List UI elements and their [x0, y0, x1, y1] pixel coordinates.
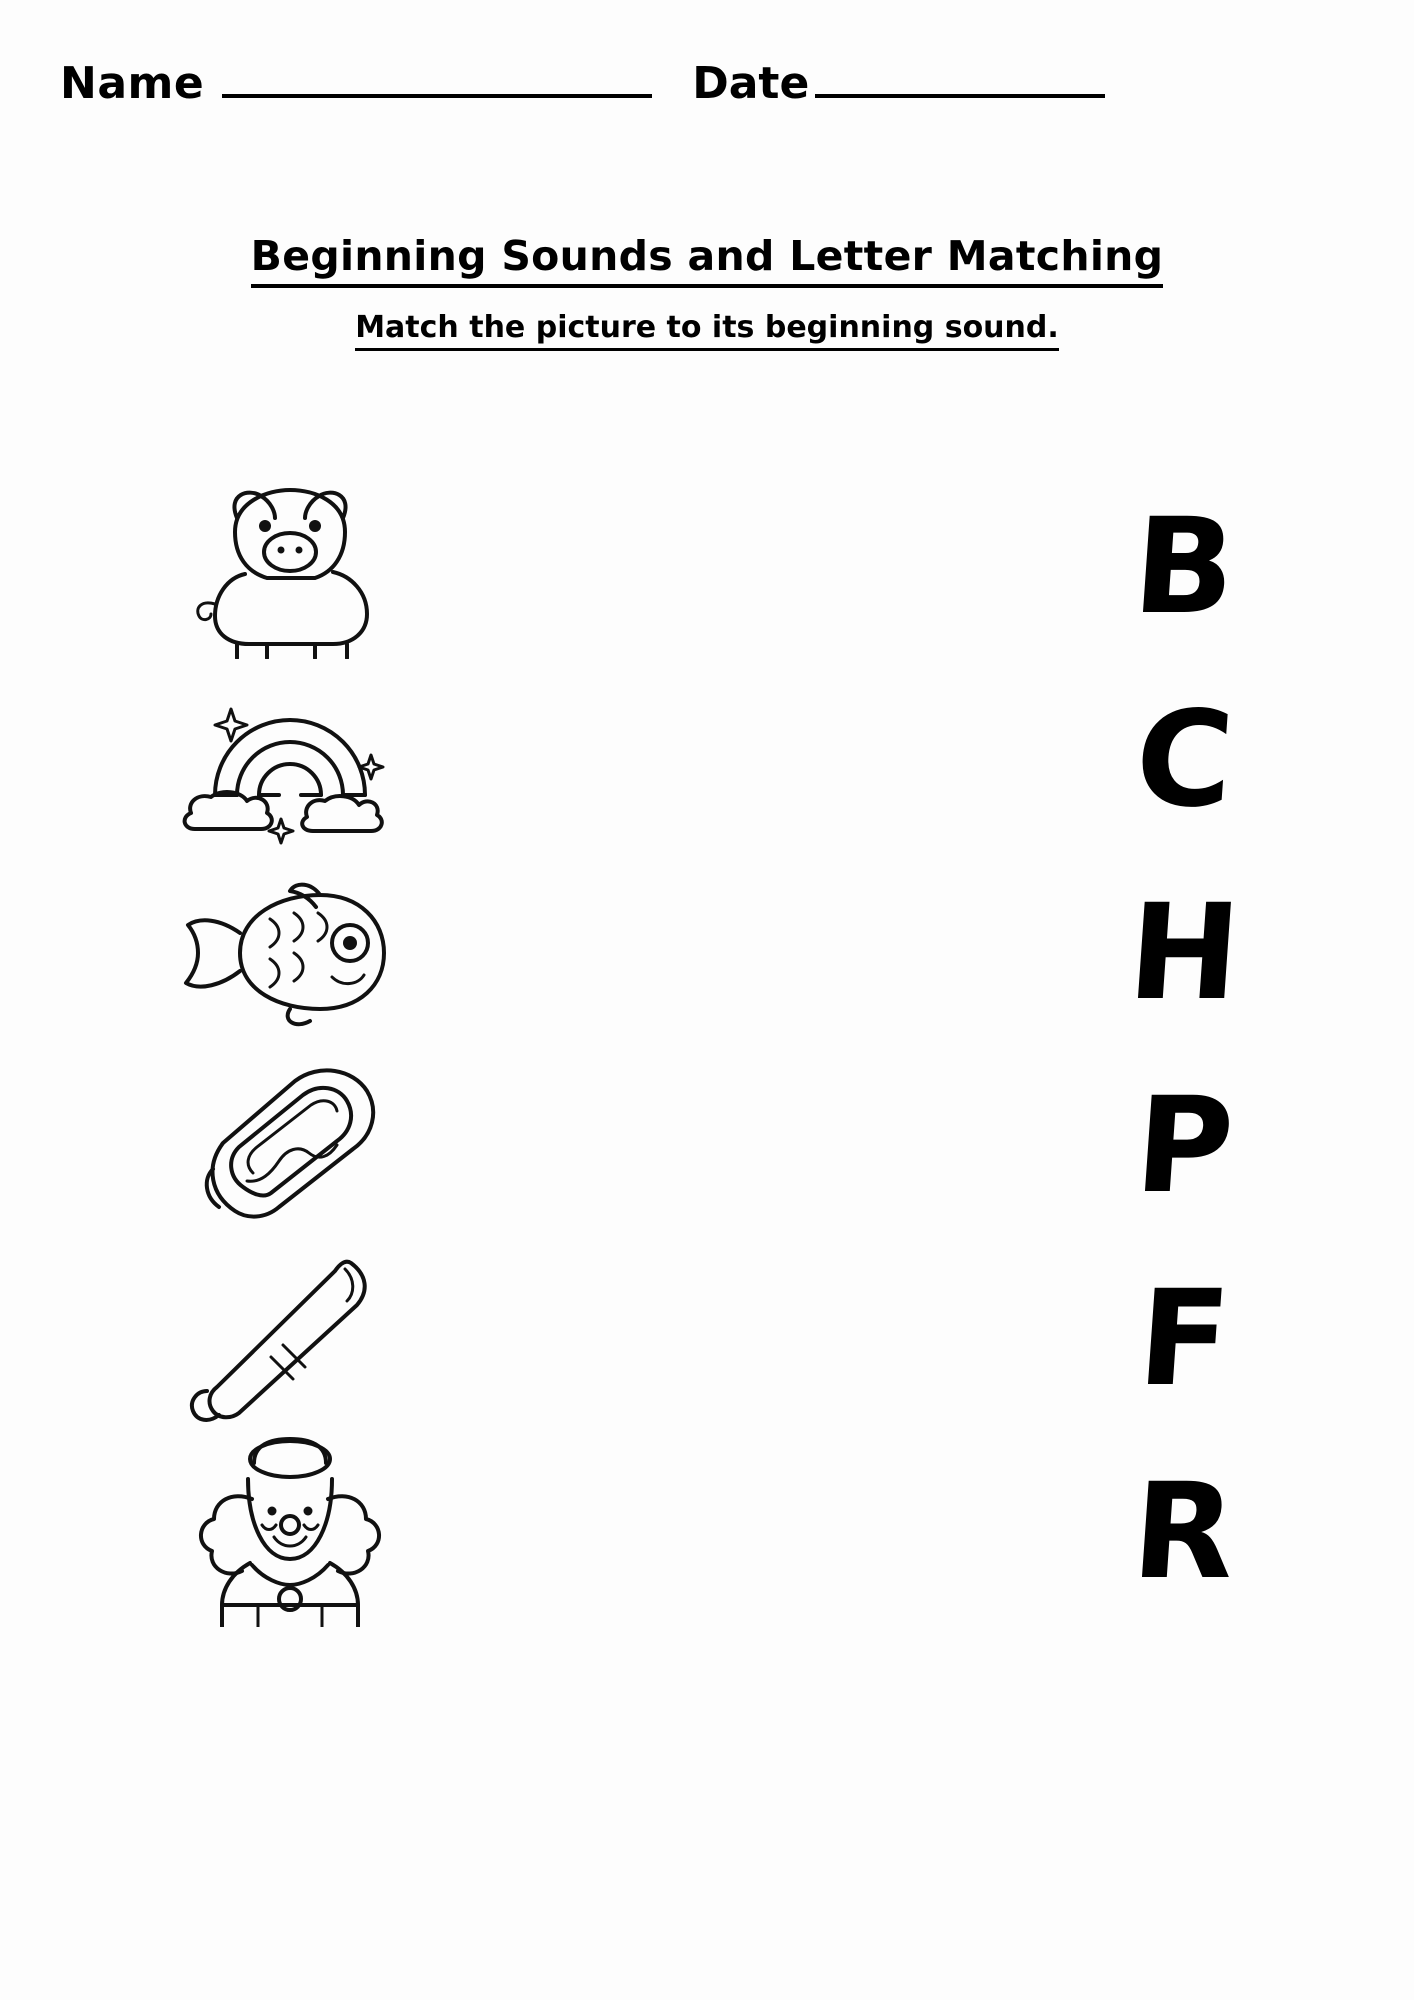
student-info-row [60, 58, 1354, 128]
letter-glyph: C [1130, 682, 1238, 837]
letter-option-r[interactable] [1074, 1435, 1294, 1628]
date-write-line[interactable] [815, 94, 1105, 98]
fish-icon [170, 873, 410, 1033]
letter-glyph: F [1133, 1261, 1235, 1416]
page-subtitle [0, 310, 1414, 345]
rainbow-icon [175, 675, 405, 845]
picture-item-rainbow[interactable] [150, 663, 430, 856]
letter-glyph: R [1127, 1454, 1241, 1609]
letter-option-p[interactable] [1074, 1049, 1294, 1242]
letter-option-b[interactable] [1074, 470, 1294, 663]
page-title-text: Beginning Sounds and Letter Matching [251, 232, 1164, 288]
baseball-bat-icon [175, 1249, 405, 1429]
letter-glyph: B [1128, 489, 1240, 644]
page-subtitle-text: Match the picture to its beginning sound. [355, 310, 1059, 351]
picture-column [150, 470, 430, 1628]
picture-item-hotdog[interactable] [150, 1049, 430, 1242]
picture-item-bat[interactable] [150, 1242, 430, 1435]
picture-item-fish[interactable] [150, 856, 430, 1049]
matching-area [0, 470, 1414, 1950]
clown-icon [170, 1437, 410, 1627]
letter-option-h[interactable] [1074, 856, 1294, 1049]
hotdog-icon [175, 1061, 405, 1231]
letter-option-f[interactable] [1074, 1242, 1294, 1435]
letter-glyph: H [1123, 875, 1245, 1030]
picture-item-pig[interactable] [150, 470, 430, 663]
letter-glyph: P [1130, 1068, 1238, 1223]
page-title [0, 232, 1414, 280]
name-write-line[interactable] [222, 94, 652, 98]
picture-item-clown[interactable] [150, 1435, 430, 1628]
name-label: Name [60, 58, 205, 109]
letter-option-c[interactable] [1074, 663, 1294, 856]
date-label: Date [692, 58, 810, 109]
pig-icon [175, 474, 405, 659]
letter-column [1074, 470, 1294, 1628]
